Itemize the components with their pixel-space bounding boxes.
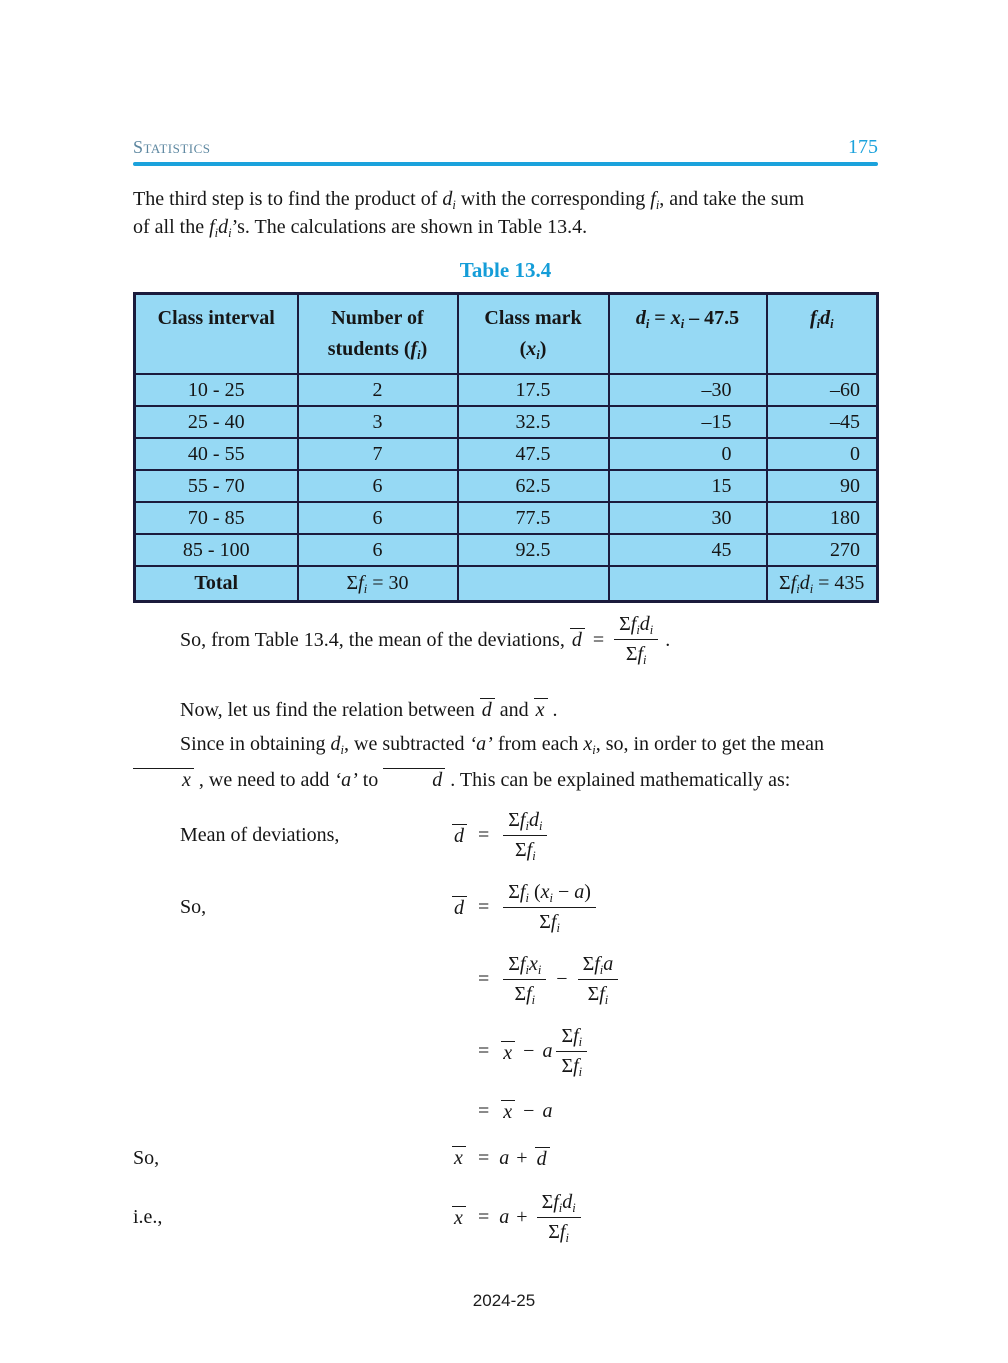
cell-fidi: –60 [767,374,878,406]
cell-class-interval: 25 - 40 [135,406,298,438]
cell-fidi: –45 [767,406,878,438]
intro-paragraph: The third step is to find the product of $d_i$ with the corresponding $f_i$, and take the sum of all the $f_id_i’s$. The calculations are shown in Table 13.4. [133,188,805,240]
table-row [135,470,878,502]
total-frequency-sum: $\Sigma f_i = 30$ [298,566,458,602]
empty-cell [609,566,767,602]
cell-fidi: 0 [767,438,878,470]
col-header-class-mark: Class mark $(x_i)$ [458,294,609,375]
cell-class-interval: 85 - 100 [135,534,298,566]
equation-lhs: x [452,1146,478,1170]
col-header-class-interval: Class interval [135,294,298,375]
total-label: Total [135,566,298,602]
table-row [135,438,878,470]
cell-frequency: 7 [298,438,458,470]
relation-paragraph: Now, let us find the relation between d and x . [180,699,558,721]
cell-fidi: 180 [767,502,878,534]
cell-class-mark: 77.5 [458,502,609,534]
table-header-row [135,294,878,375]
cell-fidi: 270 [767,534,878,566]
page-number: 175 [848,136,878,158]
table-row [135,406,878,438]
cell-class-interval: 70 - 85 [135,502,298,534]
equation-rhs: = $\Sigma f_ix_i$ $\Sigma f_i$ − $\Sigma f_ia$ $\Sigma f_i$ [478,950,620,1009]
equation-row [133,878,893,937]
cell-frequency: 2 [298,374,458,406]
cell-deviation: –15 [609,406,767,438]
col-header-fidi: $f_id_i$ [767,294,878,375]
equation-row [133,1094,893,1128]
mean-of-deviations-paragraph: So, from Table 13.4, the mean of the deviations, d = $\Sigma f_id_i$ $\Sigma f_i$ . [180,613,671,668]
total-fidi-sum: $\Sigma f_id_i = 435$ [767,566,878,602]
col-header-deviation: $d_i = x_i - 47.5$ [609,294,767,375]
cell-frequency: 3 [298,406,458,438]
empty-cell [458,566,609,602]
derivation-block [133,806,893,1260]
running-head-line [133,136,878,159]
equation-row [133,950,893,1009]
since-paragraph: Since in obtaining $d_i$, we subtracted ‘a’ from each $x_i$, so, in order to get the mean x , we need to add ‘a’ to d . This can be explained mathematically as: [133,726,893,798]
table-row [135,534,878,566]
table-total-row [135,566,878,602]
cell-deviation: 0 [609,438,767,470]
equation-rhs: = $\Sigma f_id_i$ $\Sigma f_i$ [478,806,549,865]
cell-class-interval: 40 - 55 [135,438,298,470]
footer-year: 2024-25 [472,1291,536,1310]
header-rule [133,162,878,166]
equation-label: i.e., [133,1206,163,1228]
equation-row [133,1141,893,1175]
table-13-4 [133,292,879,603]
cell-frequency: 6 [298,534,458,566]
cell-class-mark: 62.5 [458,470,609,502]
cell-deviation: 15 [609,470,767,502]
equation-lhs: d [452,896,478,920]
cell-class-interval: 10 - 25 [135,374,298,406]
cell-fidi: 90 [767,470,878,502]
equation-rhs: = a + $\Sigma f_id_i$ $\Sigma f_i$ [478,1188,583,1247]
table-row [135,374,878,406]
equation-rhs: = $\Sigma f_i$ $(x_i - a)$ $\Sigma f_i$ [478,878,598,937]
table-caption: Table 13.4 [459,258,552,282]
cell-frequency: 6 [298,502,458,534]
cell-class-mark: 92.5 [458,534,609,566]
equation-label: Mean of deviations, [180,824,340,846]
table-row [135,502,878,534]
equation-row [133,806,893,865]
equation-row [133,1188,893,1247]
cell-deviation: 45 [609,534,767,566]
cell-class-mark: 32.5 [458,406,609,438]
cell-class-interval: 55 - 70 [135,470,298,502]
equation-row [133,1022,893,1081]
col-header-number-of-students: Number of students $(f_i)$ [298,294,458,375]
equation-label: So, [133,1146,160,1169]
cell-class-mark: 17.5 [458,374,609,406]
equation-rhs: = x − a [478,1099,553,1123]
cell-deviation: –30 [609,374,767,406]
equation-lhs: d [452,824,478,848]
equation-label: So, [180,896,207,918]
equation-rhs: = x − a $\Sigma f_i$ $\Sigma f_i$ [478,1022,589,1081]
equation-rhs: = a + d [478,1147,550,1170]
chapter-title: Statistics [133,137,211,157]
cell-class-mark: 47.5 [458,438,609,470]
cell-deviation: 30 [609,502,767,534]
cell-frequency: 6 [298,470,458,502]
equation-lhs: x [452,1206,478,1230]
page-header [133,136,878,166]
